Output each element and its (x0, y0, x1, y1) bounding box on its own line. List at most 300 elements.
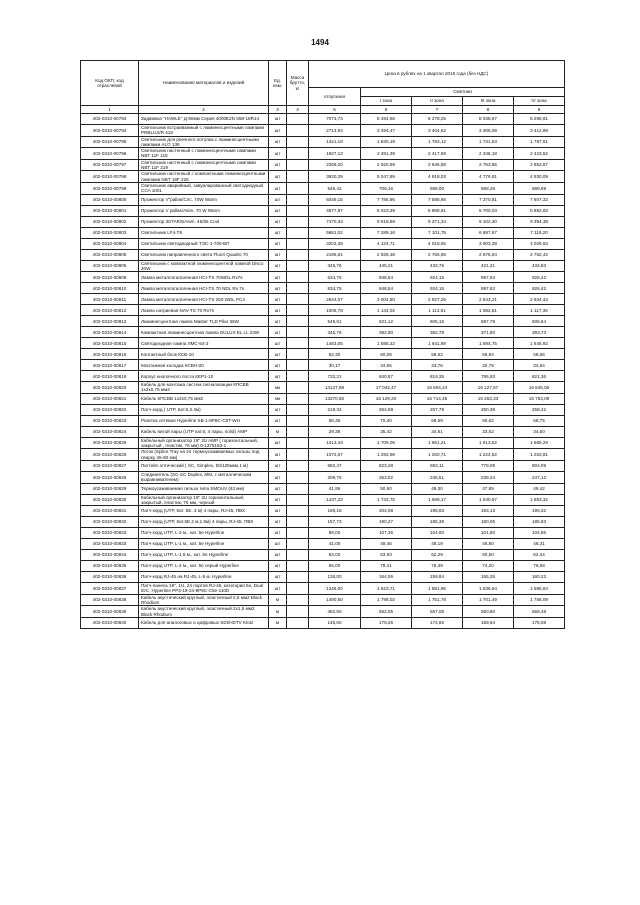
item-name: Кабельный организатор 19" 2U горизонтальный, закрытый, пластик, 76 мм, черный (139, 494, 269, 506)
item-name: Светильник настенный с компактными люминесцентными лампами NBT 18F 226 (139, 171, 269, 183)
price-zone-4: 1 787,51 (514, 136, 565, 148)
price-zone-3: 193,13 (463, 506, 514, 517)
item-mass (287, 338, 309, 349)
price-zone-1: 70,40 (361, 415, 412, 426)
header-unit: Ед. изм. (269, 61, 287, 106)
price-zone-3: 239,44 (463, 471, 514, 483)
price-zone-4: 58,66 (514, 349, 565, 360)
table-row (81, 393, 565, 404)
item-unit: км (269, 393, 287, 404)
item-code: 402-0310-00811 (81, 294, 139, 305)
price-zone-2: 2 417,59 (412, 148, 463, 160)
item-unit: шт (269, 561, 287, 572)
item-mass (287, 216, 309, 227)
item-mass (287, 294, 309, 305)
price-zone-1: 2 481,39 (361, 148, 412, 160)
table-row (81, 125, 565, 137)
price-zone-1: 190,27 (361, 517, 412, 528)
price-zone-2: 8 278,25 (412, 114, 463, 125)
item-name: Термоусаживаемая гильза типа SMOUV (62 мм) (139, 483, 269, 494)
item-name: Патч-корд UTP, L-1 м., кат. 5е Hyperline (139, 539, 269, 550)
price-zone-2: 9 371,34 (412, 216, 463, 227)
price-zone-4: 175,08 (514, 617, 565, 628)
item-code: 402-0310-00837 (81, 583, 139, 595)
item-mass (287, 171, 309, 183)
price-zone-3: 2 676,54 (463, 249, 514, 260)
item-name: Светильник светодиодный ТЭС-1-700-БП (139, 238, 269, 249)
item-code: 402-0310-00804 (81, 238, 139, 249)
item-unit: шт (269, 349, 287, 360)
item-unit: шт (269, 517, 287, 528)
item-code: 402-0310-00810 (81, 283, 139, 294)
item-mass (287, 494, 309, 506)
price-zone-2: 7 101,75 (412, 227, 463, 238)
price-zone-3: 60,50 (463, 550, 514, 561)
table-row (81, 517, 565, 528)
item-name: Люминесцентная лампа Master TLD Pilar 36W (139, 316, 269, 327)
price-release: 1421,18 (309, 136, 361, 148)
header-estimate: Сметная (361, 88, 565, 97)
item-name: Кабель для монтажа систем сигнализации КПСВВ 1x2x0,75 мм2 (139, 382, 269, 394)
item-name: Лампа металлогалогенная HCI-TS 70 NDL Rx 7s (139, 283, 269, 294)
price-release: 1437,23 (309, 494, 361, 506)
item-name: Розетка сетевая Hyperline SB-1-8P8C-C5T-WH (139, 415, 269, 426)
price-zone-3: 155,25 (463, 572, 514, 583)
table-row (81, 382, 565, 394)
price-release: 30,17 (309, 360, 361, 371)
price-zone-3: 587,78 (463, 316, 514, 327)
table-row (81, 194, 565, 205)
col-number: 9 (514, 106, 565, 114)
header-zone-4: IV зона (514, 97, 565, 106)
price-zone-4: 76,58 (514, 561, 565, 572)
price-zone-3: 779,09 (463, 460, 514, 471)
price-zone-3: 2 843,21 (463, 294, 514, 305)
price-zone-1: 7 785,95 (361, 194, 412, 205)
item-mass (287, 283, 309, 294)
price-zone-2: 2 845,58 (412, 159, 463, 171)
price-zone-3: 1 640,67 (463, 494, 514, 506)
price-zone-2: 567,08 (412, 606, 463, 618)
price-zone-1: 60,06 (361, 349, 412, 360)
table-row (81, 316, 565, 327)
price-zone-2: 58,52 (412, 349, 463, 360)
item-unit: м (269, 617, 287, 628)
price-release: 169,18 (309, 506, 361, 517)
price-zone-4: 1 585,84 (514, 583, 565, 595)
item-name: Компактная люминесцентная лампа DULUX EL LL 23W (139, 327, 269, 338)
price-zone-4: 7 607,32 (514, 194, 565, 205)
item-mass (287, 426, 309, 437)
price-zone-1: 34,65 (361, 360, 412, 371)
price-zone-3: 6 897,67 (463, 227, 514, 238)
price-zone-4: 8 298,81 (514, 114, 565, 125)
item-unit: шт (269, 371, 287, 382)
price-zone-3: 550,80 (463, 606, 514, 618)
price-release: 1483,05 (309, 338, 361, 349)
price-zone-1: 1 293,98 (361, 449, 412, 461)
item-code: 402-0310-00839 (81, 606, 139, 618)
item-code: 402-0310-00805 (81, 249, 139, 260)
price-zone-2: 33,76 (412, 360, 463, 371)
header-zone-1: I зона (361, 97, 412, 106)
table-row (81, 606, 565, 618)
item-code: 402-0310-00832 (81, 517, 139, 528)
price-release: 52,30 (309, 349, 361, 360)
price-zone-2: 34,51 (412, 426, 463, 437)
item-mass (287, 349, 309, 360)
item-mass (287, 572, 309, 583)
price-release: 1927,13 (309, 148, 361, 160)
col-number: 4 (287, 106, 309, 114)
price-zone-4: 606,64 (514, 316, 565, 327)
price-zone-2: 433,76 (412, 260, 463, 272)
item-code: 402-0310-00816 (81, 349, 139, 360)
price-release: 58,36 (309, 415, 361, 426)
item-name: Кабель акустический круглый, эластичный 2,5 мм2 Black Rhodium (139, 594, 269, 606)
price-release: 1490,50 (309, 594, 361, 606)
price-zone-1: 9 618,68 (361, 216, 412, 227)
item-code: 402-0310-00809 (81, 272, 139, 283)
price-release: 29,38 (309, 426, 361, 437)
price-release: 1006,78 (309, 305, 361, 316)
table-row (81, 617, 565, 628)
col-number: 6 (361, 106, 412, 114)
item-code: 402-0310-00794 (81, 125, 139, 137)
item-code: 402-0310-00796 (81, 148, 139, 160)
item-unit: шт (269, 460, 287, 471)
price-release: 546,61 (309, 316, 361, 327)
item-code: 402-0310-00827 (81, 460, 139, 471)
item-mass (287, 528, 309, 539)
item-code: 402-0310-00818 (81, 371, 139, 382)
item-name: Светильник встраиваемый с люминесцентными лампами PRBLUX/R 418 (139, 125, 269, 137)
price-release: 834,75 (309, 283, 361, 294)
item-mass (287, 249, 309, 260)
item-unit: шт (269, 327, 287, 338)
price-zone-1: 63,93 (361, 550, 412, 561)
price-zone-1: 840,97 (361, 371, 412, 382)
price-zone-1: 392,90 (361, 327, 412, 338)
price-release: 89,00 (309, 528, 361, 539)
item-code: 402-0310-00800 (81, 194, 139, 205)
price-zone-1: 7 289,16 (361, 227, 412, 238)
price-release: 2268,20 (309, 159, 361, 171)
item-unit: шт (269, 506, 287, 517)
item-unit: шт (269, 437, 287, 449)
item-code: 402-0310-00814 (81, 327, 139, 338)
price-zone-3: 1 701,49 (463, 594, 514, 606)
price-zone-2: 819,35 (412, 371, 463, 382)
price-release: 2196,61 (309, 249, 361, 260)
table-row (81, 449, 565, 461)
price-zone-1: 179,26 (361, 617, 412, 628)
item-mass (287, 114, 309, 125)
price-release: 1072,67 (309, 449, 361, 461)
price-zone-1: 2 920,69 (361, 159, 412, 171)
item-mass (287, 360, 309, 371)
price-zone-3: 32,79 (463, 360, 514, 371)
price-zone-3: 795,83 (463, 371, 514, 382)
price-zone-3: 897,62 (463, 283, 514, 294)
price-zone-1: 1 798,02 (361, 594, 412, 606)
price-zone-4: 5 882,93 (514, 205, 565, 216)
item-code: 402-0310-00825 (81, 437, 139, 449)
price-zone-4: 258,42 (514, 404, 565, 415)
price-release: 53,00 (309, 550, 361, 561)
price-zone-3: 1 594,75 (463, 338, 514, 349)
table-row (81, 349, 565, 360)
price-release: 682,47 (309, 460, 361, 471)
price-zone-3: 421,31 (463, 260, 514, 272)
price-zone-2: 1 751,78 (412, 594, 463, 606)
item-unit: км (269, 382, 287, 394)
table-row (81, 539, 565, 550)
table-row (81, 171, 565, 183)
price-zone-3: 33,52 (463, 426, 514, 437)
price-release: 3203,39 (309, 238, 361, 249)
table-row (81, 294, 565, 305)
price-zone-2: 49,30 (412, 483, 463, 494)
item-name: Кабель КПСВВ 1x2x0,75 мм2 (139, 393, 269, 404)
item-code: 402-0310-00797 (81, 159, 139, 171)
item-unit: шт (269, 238, 287, 249)
price-zone-4: 247,12 (514, 471, 565, 483)
price-zone-3: 101,60 (463, 528, 514, 539)
price-zone-3: 371,80 (463, 327, 514, 338)
price-zone-3: 1 731,53 (463, 136, 514, 148)
item-unit: шт (269, 294, 287, 305)
item-name: Патч-корд RJ-45 на RJ-45, L-5 м. Hyperline (139, 572, 269, 583)
item-unit: шт (269, 483, 287, 494)
table-row (81, 572, 565, 583)
price-zone-2: 5 868,51 (412, 205, 463, 216)
table-row (81, 249, 565, 260)
price-zone-2: 7 588,66 (412, 194, 463, 205)
header-release: отпускная (309, 88, 361, 106)
item-name: Монтажная колодка КСВН-00 (139, 360, 269, 371)
item-unit: шт (269, 528, 287, 539)
item-unit: шт (269, 136, 287, 148)
item-code: 402-0310-00813 (81, 316, 139, 327)
price-zone-3: 15 263,33 (463, 393, 514, 404)
price-zone-4: 926,42 (514, 283, 565, 294)
item-mass (287, 227, 309, 238)
price-zone-4: 33,84 (514, 360, 565, 371)
item-code: 402-0310-00828 (81, 471, 139, 483)
item-mass (287, 371, 309, 382)
item-mass (287, 606, 309, 618)
price-zone-3: 169,64 (463, 617, 514, 628)
price-release: 7073,73 (309, 114, 361, 125)
item-mass (287, 561, 309, 572)
table-row (81, 305, 565, 316)
table-row (81, 238, 565, 249)
price-zone-3: 668,25 (463, 182, 514, 194)
price-zone-4: 62,44 (514, 550, 565, 561)
price-rows (81, 114, 565, 629)
item-name: Кабельный организатор 19" 2U AMP ( горизонтальный, закрытый , пластик, 76 мм) 0-1375163-1 (139, 437, 269, 449)
item-code: 402-0310-00801 (81, 205, 139, 216)
item-name: Лампа металлогалогенная HCI-TS 70WDL Rx7s (139, 272, 269, 283)
price-zone-4: 4 028,53 (514, 238, 565, 249)
table-row (81, 583, 565, 595)
item-code: 402-0310-00793 (81, 114, 139, 125)
price-release: 65,00 (309, 561, 361, 572)
item-mass (287, 260, 309, 272)
price-zone-1: 948,54 (361, 283, 412, 294)
item-code: 402-0310-00820 (81, 382, 139, 394)
item-name: Патч-корд UTP, L-3 м., кат. 5е Hyperline (139, 528, 269, 539)
item-unit: м (269, 426, 287, 437)
price-zone-1: 3 494,47 (361, 125, 412, 137)
item-mass (287, 539, 309, 550)
price-zone-2: 382,79 (412, 327, 463, 338)
item-name: Прожектор V"pallas/Circ. 70W Warm (139, 194, 269, 205)
price-release: 157,73 (309, 517, 361, 528)
price-zone-3: 1 536,54 (463, 583, 514, 595)
price-zone-2: 104,60 (412, 528, 463, 539)
item-code: 402-0310-00831 (81, 506, 139, 517)
item-mass (287, 136, 309, 148)
price-zone-3: 3 903,28 (463, 238, 514, 249)
table-row (81, 216, 565, 227)
item-unit: шт (269, 194, 287, 205)
price-zone-2: 802,11 (412, 460, 463, 471)
item-name: Соединитель (SC-SC Duplex, MM, с металлическим выравнивателем) (139, 471, 269, 483)
price-zone-2: 1 260,71 (412, 449, 463, 461)
price-release: 209,75 (309, 471, 361, 483)
item-unit: шт (269, 572, 287, 583)
table-row (81, 272, 565, 283)
price-zone-1: 50,60 (361, 483, 412, 494)
table-row (81, 283, 565, 294)
item-unit: шт (269, 583, 287, 595)
price-zone-4: 1 263,81 (514, 449, 565, 461)
item-mass (287, 238, 309, 249)
item-code: 402-0310-00835 (81, 561, 139, 572)
price-zone-4: 2 423,52 (514, 148, 565, 160)
price-zone-3: 3 306,08 (463, 125, 514, 137)
item-name: Прожектор V pallas/Asim. 70 W Warm (139, 205, 269, 216)
price-zone-2: 185,38 (412, 517, 463, 528)
item-mass (287, 449, 309, 461)
header-zone-3: III зона (463, 97, 514, 106)
price-zone-1: 2 828,38 (361, 249, 412, 260)
table-row (81, 483, 565, 494)
price-release: 1346,00 (309, 583, 361, 595)
item-code: 402-0310-00833 (81, 539, 139, 550)
item-name: Патч-корд UTP, L-2 м., кат. 5е серый Hyperline (139, 561, 269, 572)
table-row (81, 426, 565, 437)
table-row (81, 371, 565, 382)
price-release: 2644,07 (309, 294, 361, 305)
item-name: Светильник для реечного потолка с люминесцентными лампами ALO 136 (139, 136, 269, 148)
table-row (81, 404, 565, 415)
price-zone-3: 16 127,57 (463, 382, 514, 394)
price-zone-4: 568,48 (514, 606, 565, 618)
item-mass (287, 194, 309, 205)
item-unit: шт (269, 159, 287, 171)
table-row (81, 148, 565, 160)
table-row (81, 494, 565, 506)
price-zone-2: 688,00 (412, 182, 463, 194)
item-code: 402-0310-00840 (81, 617, 139, 628)
price-zone-1: 621,12 (361, 316, 412, 327)
price-zone-4: 34,60 (514, 426, 565, 437)
price-zone-2: 1 581,95 (412, 583, 463, 595)
price-zone-3: 1 224,52 (463, 449, 514, 461)
price-zone-4: 49,42 (514, 483, 565, 494)
item-code: 402-0310-00815 (81, 338, 139, 349)
price-zone-3: 8 038,67 (463, 114, 514, 125)
price-zone-4: 821,36 (514, 371, 565, 382)
price-zone-2: 159,84 (412, 572, 463, 583)
item-unit: шт (269, 182, 287, 194)
item-code: 402-0310-00829 (81, 483, 139, 494)
price-zone-3: 9 102,30 (463, 216, 514, 227)
item-name: Лампа металлогалогенная HCI-TS 250 WDL PC4 (139, 294, 269, 305)
item-code: 402-0310-00824 (81, 426, 139, 437)
price-zone-4: 1 756,09 (514, 594, 565, 606)
item-mass (287, 517, 309, 528)
item-mass (287, 483, 309, 494)
item-mass (287, 148, 309, 160)
price-zone-4: 383,73 (514, 327, 565, 338)
item-name: Патч-панель 19", 1U, 24 портов RJ-45, категория 5е, Dual IDC, Hyperline PP3-19-24-8P8C-C5e-110D (139, 583, 269, 595)
price-release: 1413,43 (309, 437, 361, 449)
col-number: 7 (412, 106, 463, 114)
price-zone-3: 7 370,81 (463, 194, 514, 205)
item-code: 402-0310-00802 (81, 216, 139, 227)
price-zone-1: 948,54 (361, 272, 412, 283)
price-release: 3920,29 (309, 171, 361, 183)
price-zone-1: 1 623,71 (361, 583, 412, 595)
table-row (81, 260, 565, 272)
price-release: 13370,50 (309, 393, 361, 404)
price-zone-4: 2 934,44 (514, 294, 565, 305)
price-zone-1: 17 042,47 (361, 382, 412, 394)
price-zone-4: 804,09 (514, 460, 565, 471)
price-release: 136,00 (309, 572, 361, 583)
item-mass (287, 159, 309, 171)
item-mass (287, 125, 309, 137)
price-zone-1: 823,28 (361, 460, 412, 471)
price-zone-1: 582,05 (361, 606, 412, 618)
price-zone-4: 926,42 (514, 272, 565, 283)
col-number: 1 (81, 106, 139, 114)
item-unit: шт (269, 305, 287, 316)
item-unit: шт (269, 249, 287, 260)
item-mass (287, 617, 309, 628)
price-zone-1: 164,06 (361, 572, 412, 583)
header-zone-2: II зона (412, 97, 463, 106)
item-name: Светильник настенный с люминесцентными лампами NBT 11F 118 (139, 148, 269, 160)
col-number: 8 (463, 106, 514, 114)
price-zone-1: 107,36 (361, 528, 412, 539)
price-zone-3: 2 763,86 (463, 159, 514, 171)
col-number: 2 (139, 106, 269, 114)
price-zone-3: 56,84 (463, 349, 514, 360)
price-zone-4: 4 930,09 (514, 171, 565, 183)
price-zone-1: 706,16 (361, 182, 412, 194)
item-name: Лампа натриевая NAV-TS 70 Rx7s (139, 305, 269, 316)
price-release: 41,95 (309, 483, 361, 494)
table-row (81, 205, 565, 216)
item-name: Светильник направленного света Fluori Quadro 70 (139, 249, 269, 260)
item-code: 402-0310-00817 (81, 360, 139, 371)
item-mass (287, 327, 309, 338)
